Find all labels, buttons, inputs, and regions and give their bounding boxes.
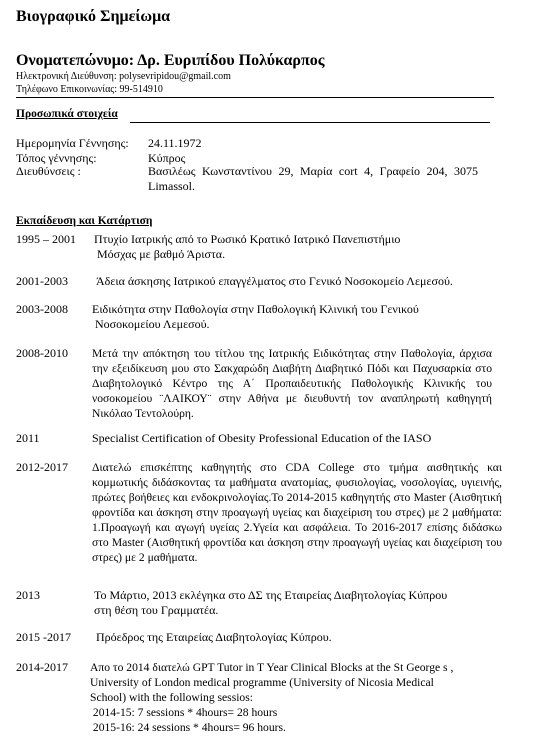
education-heading: Εκπαίδευση και Κατάρτιση (16, 215, 153, 227)
entry-date: 2008-2010 (16, 346, 68, 360)
entry-text: Πρόεδρος της Εταιρείας Διαβητολογίας Κύπρου. (96, 630, 332, 644)
birth-date-label: Ημερομηνία Γέννησης: (16, 136, 129, 150)
header-divider (16, 97, 494, 98)
entry-date: 1995 – 2001 (16, 232, 76, 246)
entry-date: 2013 (16, 588, 40, 602)
entry-date: 2003-2008 (16, 302, 68, 316)
entry-text: Το Μάρτιο, 2013 εκλέγηκα στο ΔΣ της Εταιρείας Διαβητολογίας Κύπρου στη θέση του Γραμματέα. (94, 588, 448, 617)
entry-text: Πτυχίο Ιατρικής από το Ρωσικό Κρατικό Ιατρικό Πανεπιστήμιο Μόσχας με βαθμό Άριστα. (94, 232, 401, 261)
entry-date: 2014-2017 (16, 660, 68, 674)
personal-heading-underline (130, 122, 490, 123)
entry-date: 2015 -2017 (16, 630, 71, 644)
entry-text: Ειδικότητα στην Παθολογία στην Παθολογική Κλινική του Γενικού Νοσοκομείου Λεμεσού. (92, 302, 419, 331)
entry-text: Specialist Certification of Obesity Professional Education of the IASO (92, 431, 432, 445)
document-title: Βιογραφικό Σημείωμα (16, 8, 171, 25)
email-line: Ηλεκτρονική Διεύθυνση: polysevripidou@gmail.com (16, 71, 231, 82)
birth-date-value: 24.11.1972 (148, 136, 202, 150)
entry-date: 2012-2017 (16, 460, 68, 474)
entry-text: Διατελώ επισκέπτης καθηγητής στο CDA College στο τμήμα αισθητικής και κομμωτικής διδάσκοντας τα μαθήματα ανατομίας, φυσιολογίας, νοσολογίας, υγιεινής, πρώτες βοήθειες και ενδοκρινολογίας.Το 2014-2015 καθηγητής στο Master (Αισθητική φροντίδα και άσκηση στην προαγωγή υγείας και διαχείριση του στρες) με 2 μαθήματα: 1.Προαγωγή και αγωγή υγείας 2.Υγεία και ασφάλεια. Το 2016-2017 επίσης διδάσκω στο Master (Αισθητική φροντίδα και άσκηση στην προαγωγή υγείας και διαχείριση του στρες) με 2 μαθήματα. (92, 461, 502, 564)
full-name: Ονοματεπώνυμο: Δρ. Ευριπίδου Πολύκαρπος (16, 52, 325, 69)
address-label: Διευθύνσεις : (16, 164, 81, 178)
address-value: Βασιλέως Κωνσταντίνου 29, Μαρία cort 4, Γραφείο 204, 3075 Limassol. (148, 164, 478, 193)
entry-text: Άδεια άσκησης Ιατρικού επαγγέλματος στο Γενικό Νοσοκομείο Λεμεσού. (96, 274, 453, 288)
birth-place-label: Τόπος γέννησης: (16, 151, 97, 165)
personal-heading: Προσωπικά στοιχεία (16, 108, 118, 120)
entry-date: 2001-2003 (16, 274, 68, 288)
entry-text: Μετά την απόκτηση του τίτλου της Ιατρικής Ειδικότητας στην Παθολογία, άρχισα την εξειδίκευση μου στο Σακχαρώδη Διαβήτη Διαβητικό Πόδι και Παχυσαρκία στο Διαβητολογικό Κέντρο της Α΄ Προπαιδευτικής Παθολογικής Κλινικής του νοσοκομείου ¨ΛΑΙΚΟΥ¨ στην Αθήνα με διευθυντή τον αναπληρωτή καθηγητή Νικόλαο Τεντολούρη. (92, 347, 492, 420)
entry-date: 2011 (16, 431, 40, 445)
birth-place-value: Κύπρος (148, 151, 186, 165)
phone-line: Τηλέφωνο Επικοινωνίας: 99-514910 (16, 84, 163, 95)
entry-text: Απο το 2014 διατελώ GPT Tutor in T Year Clinical Blocks at the St George s , University of London medical programme (University of Nicosia Medical School) with the following sessios: 2014-15: 7 sessions * 4hours= 28 hours 2015-16: 24 sessions * 4hours= 96 hours. (90, 661, 454, 734)
